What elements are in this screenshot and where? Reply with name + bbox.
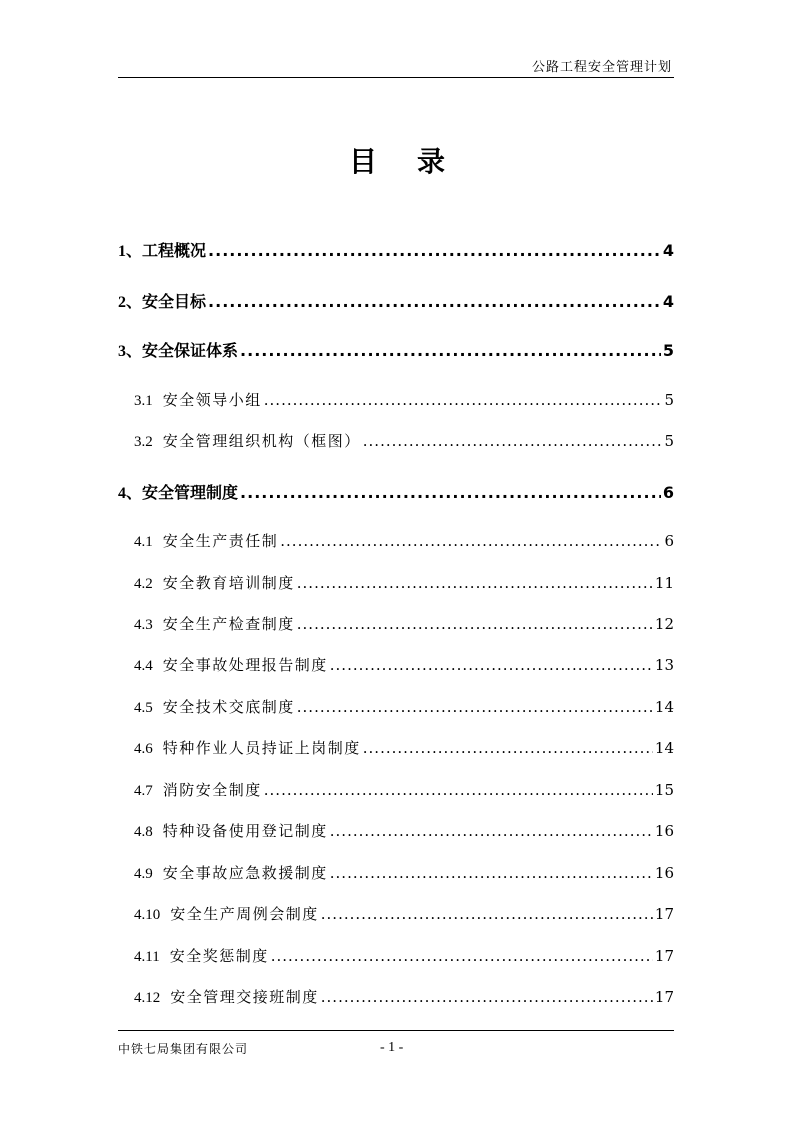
toc-title: 安全奖惩制度 bbox=[169, 947, 269, 965]
toc-leader bbox=[330, 864, 653, 882]
toc-page: 12 bbox=[654, 615, 674, 633]
toc-leader bbox=[321, 905, 653, 923]
footer-company: 中铁七局集团有限公司 bbox=[118, 1042, 249, 1056]
toc-page: 14 bbox=[654, 698, 674, 716]
toc-leader bbox=[297, 574, 653, 592]
toc-leader bbox=[297, 615, 653, 633]
toc-title: 安全生产周例会制度 bbox=[170, 905, 319, 923]
toc-page: 5 bbox=[664, 432, 674, 450]
toc-title: 消防安全制度 bbox=[162, 781, 262, 799]
toc-page: 17 bbox=[654, 905, 674, 923]
toc-page: 6 bbox=[664, 532, 674, 550]
toc-number: 4.1 bbox=[134, 534, 153, 550]
toc-page: 13 bbox=[654, 656, 674, 674]
toc-page: 4 bbox=[662, 292, 674, 311]
toc-entry-4-9[interactable] bbox=[118, 862, 674, 886]
toc-entry-1[interactable] bbox=[118, 238, 674, 262]
running-header: 公路工程安全管理计划 bbox=[531, 60, 672, 75]
toc-entry-4-6[interactable] bbox=[118, 737, 674, 761]
toc-page: 16 bbox=[654, 822, 674, 840]
toc-entry-3-2[interactable] bbox=[118, 430, 674, 454]
toc-leader bbox=[330, 656, 653, 674]
toc-title: 安全生产检查制度 bbox=[162, 615, 295, 633]
toc-page: 11 bbox=[654, 574, 674, 592]
toc-leader bbox=[240, 341, 661, 360]
toc-entry-4-3[interactable] bbox=[118, 613, 674, 637]
toc-entry-4-12[interactable] bbox=[118, 986, 674, 1010]
toc-entry-3-1[interactable] bbox=[118, 389, 674, 413]
toc-number: 4.7 bbox=[134, 783, 153, 799]
toc-leader bbox=[363, 432, 663, 450]
toc-number: 4.10 bbox=[134, 907, 161, 923]
toc-leader bbox=[240, 483, 661, 502]
toc-entry-4-11[interactable] bbox=[118, 945, 674, 969]
toc-number: 3.1 bbox=[134, 393, 153, 409]
toc-leader bbox=[363, 739, 653, 757]
toc-page: 16 bbox=[654, 864, 674, 882]
toc-number: 4.4 bbox=[134, 658, 153, 674]
toc-number: 4.11 bbox=[134, 949, 160, 965]
toc-number: 4.9 bbox=[134, 866, 153, 882]
toc-number: 4.2 bbox=[134, 576, 153, 592]
toc-title: 特种设备使用登记制度 bbox=[162, 822, 328, 840]
toc-page: 5 bbox=[664, 391, 674, 409]
toc-page: 5 bbox=[662, 341, 674, 360]
page-title: 目录 bbox=[348, 145, 485, 178]
toc-leader bbox=[264, 391, 663, 409]
toc-entry-4-10[interactable] bbox=[118, 903, 674, 927]
toc-title: 工程概况 bbox=[142, 241, 207, 260]
toc-page: 17 bbox=[654, 947, 674, 965]
toc-leader bbox=[330, 822, 653, 840]
toc-title: 安全事故处理报告制度 bbox=[162, 656, 328, 674]
toc-number: 3.2 bbox=[134, 434, 153, 450]
toc-title: 特种作业人员持证上岗制度 bbox=[162, 739, 361, 757]
toc-number: 4.5 bbox=[134, 700, 153, 716]
footer-page-number: - 1 - bbox=[380, 1040, 404, 1055]
toc-title: 安全技术交底制度 bbox=[162, 698, 295, 716]
toc-page: 15 bbox=[654, 781, 674, 799]
toc-page: 14 bbox=[654, 739, 674, 757]
toc-entry-4[interactable] bbox=[118, 480, 674, 504]
toc-page: 6 bbox=[662, 483, 674, 502]
toc-title: 安全领导小组 bbox=[162, 391, 262, 409]
toc-title: 安全保证体系 bbox=[142, 341, 239, 360]
toc-title: 安全事故应急救援制度 bbox=[162, 864, 328, 882]
toc-number: 4.8 bbox=[134, 824, 153, 840]
toc-entry-4-7[interactable] bbox=[118, 779, 674, 803]
toc-number: 4.3 bbox=[134, 617, 153, 633]
toc-entry-4-8[interactable] bbox=[118, 820, 674, 844]
toc-leader bbox=[208, 241, 661, 260]
toc-leader bbox=[271, 947, 653, 965]
toc-number: 3、 bbox=[118, 343, 143, 360]
toc-entry-4-5[interactable] bbox=[118, 696, 674, 720]
toc-leader bbox=[280, 532, 662, 550]
toc-page: 4 bbox=[662, 241, 674, 260]
toc-number: 1、 bbox=[118, 243, 143, 260]
toc-leader bbox=[264, 781, 653, 799]
toc-entry-2[interactable] bbox=[118, 289, 674, 313]
toc-leader bbox=[208, 292, 661, 311]
toc-entry-4-4[interactable] bbox=[118, 654, 674, 678]
toc-number: 4.12 bbox=[134, 990, 161, 1006]
toc-title: 安全生产责任制 bbox=[162, 532, 279, 550]
toc-number: 2、 bbox=[118, 294, 143, 311]
toc-number: 4、 bbox=[118, 485, 143, 502]
toc-entry-3[interactable] bbox=[118, 338, 674, 362]
toc-title: 安全管理制度 bbox=[142, 483, 239, 502]
toc-leader bbox=[321, 988, 653, 1006]
header-rule bbox=[118, 77, 674, 78]
toc-entry-4-2[interactable] bbox=[118, 572, 674, 596]
toc-title: 安全目标 bbox=[142, 292, 207, 311]
toc-title: 安全教育培训制度 bbox=[162, 574, 295, 592]
toc-number: 4.6 bbox=[134, 741, 153, 757]
footer-rule bbox=[118, 1030, 674, 1031]
toc-title: 安全管理组织机构（框图） bbox=[162, 432, 361, 450]
toc-page: 17 bbox=[654, 988, 674, 1006]
toc-leader bbox=[297, 698, 653, 716]
toc-title: 安全管理交接班制度 bbox=[170, 988, 319, 1006]
toc-entry-4-1[interactable] bbox=[118, 530, 674, 554]
